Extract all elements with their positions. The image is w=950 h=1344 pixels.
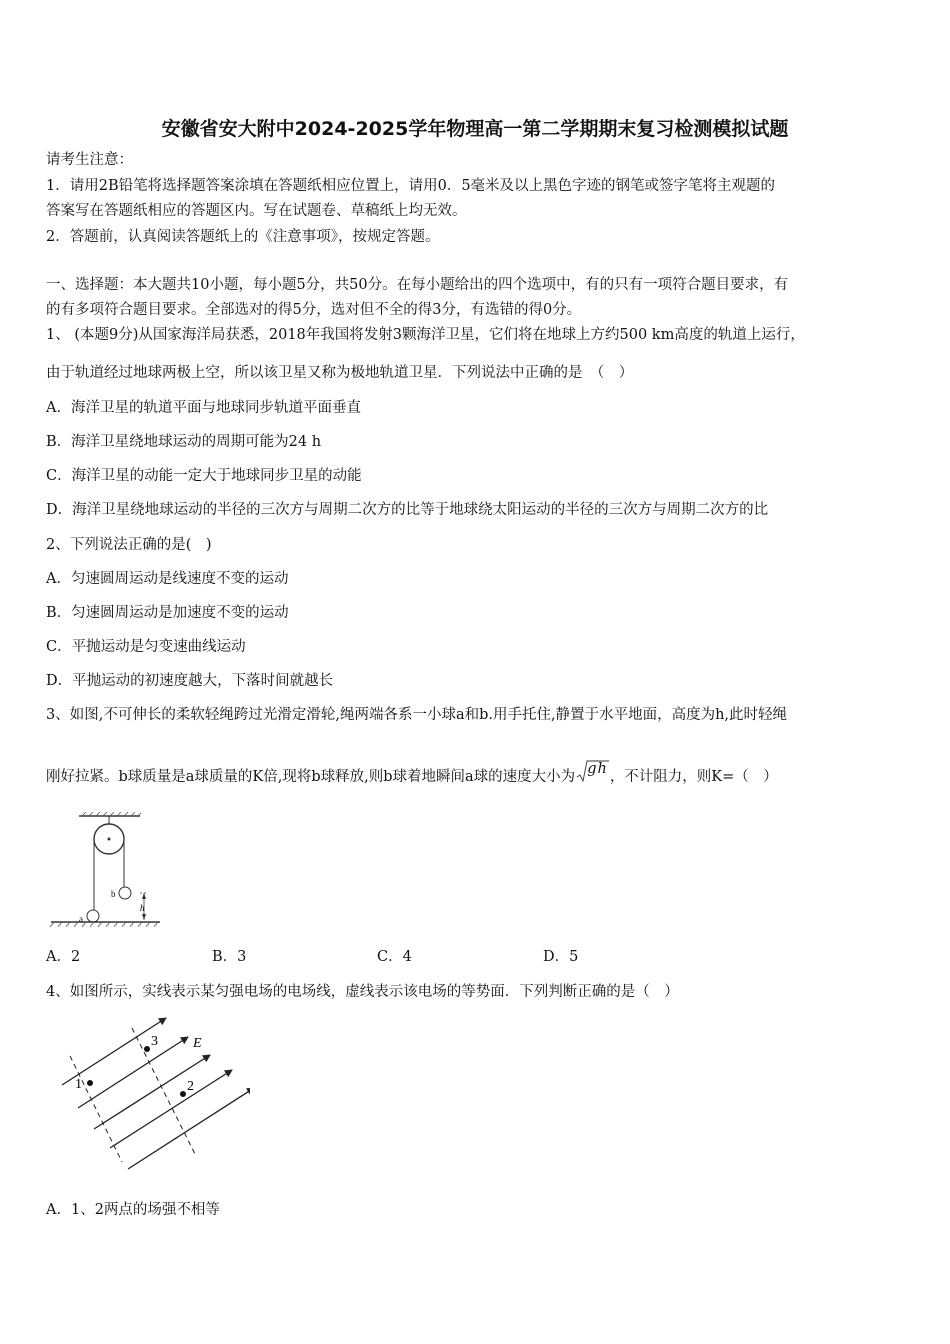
point-1 <box>87 1080 93 1086</box>
q2-option-a: A．匀速圆周运动是线速度不变的运动 <box>46 571 289 587</box>
field-line-4 <box>110 1070 232 1148</box>
notice-item-2: 2．答题前，认真阅读答题纸上的《注意事项》，按规定答题。 <box>46 229 440 245</box>
equipotential-line-1 <box>70 1056 122 1162</box>
sqrt-formula <box>577 761 608 787</box>
electric-field-diagram <box>50 1010 250 1170</box>
ball-b <box>119 887 131 899</box>
point-3 <box>144 1046 150 1052</box>
q1-stem-cont: 由于轨道经过地球两极上空，所以该卫星又称为极地轨道卫星．下列说法中正确的是 （ ） <box>46 365 634 381</box>
q3-stem-part1: 刚好拉紧。b球质量是a球质量的K倍,现将b球释放,则b球着地瞬间a球的速度大小为 <box>46 769 576 785</box>
section-instructions: 一、选择题：本大题共10小题，每小题5分，共50分。在每小题给出的四个选项中，有的只有一项符合题目要求，有 <box>46 277 789 293</box>
ball-a <box>87 910 99 922</box>
label-b: b <box>111 889 116 899</box>
q3-stem-cont <box>46 761 778 787</box>
sqrt-radicand: gh <box>587 761 608 777</box>
q3-stem-part2: ，不计阻力，则K=（ ） <box>609 769 778 785</box>
q3-option-a: A．2 <box>46 949 81 965</box>
label-a: a <box>79 914 83 924</box>
label-1: 1 <box>75 1077 82 1092</box>
section-instructions-cont: 的有多项符合题目要求。全部选对的得5分，选对但不全的得3分，有选错的得0分。 <box>46 302 582 318</box>
point-2 <box>180 1091 186 1097</box>
notice-heading: 请考生注意： <box>46 152 133 168</box>
pulley-diagram <box>48 812 168 932</box>
label-h: h <box>140 903 145 913</box>
q3-stem: 3、如图,不可伸长的柔软轻绳跨过光滑定滑轮,绳两端各系一小球a和b.用手托住,静置于水平地面，高度为h,此时轻绳 <box>46 707 788 723</box>
q2-option-d: D．平抛运动的初速度越大，下落时间就越长 <box>46 673 334 689</box>
field-line-5 <box>128 1088 250 1169</box>
q4-stem: 4、如图所示，实线表示某匀强电场的电场线，虚线表示该电场的等势面．下列判断正确的是（ ） <box>46 984 679 1000</box>
page-title: 安徽省安大附中2024-2025学年物理高一第二学期期末复习检测模拟试题 <box>161 118 789 140</box>
q1-option-c: C．海洋卫星的动能一定大于地球同步卫星的动能 <box>46 468 362 484</box>
q2-option-c: C．平抛运动是匀变速曲线运动 <box>46 639 246 655</box>
notice-item-1: 1．请用2B铅笔将选择题答案涂填在答题纸相应位置上，请用0．5毫米及以上黑色字迹的钢笔或签字笔将主观题的 <box>46 178 776 194</box>
q2-option-b: B．匀速圆周运动是加速度不变的运动 <box>46 605 289 621</box>
q1-option-b: B．海洋卫星绕地球运动的周期可能为24 h <box>46 434 322 450</box>
label-3: 3 <box>151 1034 158 1049</box>
notice-item-1-cont: 答案写在答题纸相应的答题区内。写在试题卷、草稿纸上均无效。 <box>46 203 467 219</box>
field-line-2 <box>78 1037 188 1108</box>
q2-stem: 2、下列说法正确的是( ) <box>46 537 212 553</box>
q3-option-d: D．5 <box>543 949 579 965</box>
field-line-1 <box>62 1018 166 1085</box>
label-2: 2 <box>187 1079 194 1094</box>
q1-stem: 1、 (本题9分)从国家海洋局获悉，2018年我国将发射3颗海洋卫星，它们将在地球上方约500 km高度的轨道上运行， <box>46 327 805 343</box>
q1-option-d: D．海洋卫星绕地球运动的半径的三次方与周期二次方的比等于地球绕太阳运动的半径的三次方与周期二次方的比 <box>46 502 769 518</box>
q4-option-a: A．1、2两点的场强不相等 <box>46 1202 220 1218</box>
q3-option-c: C．4 <box>377 949 412 965</box>
q3-option-b: B．3 <box>212 949 247 965</box>
label-e: E <box>193 1036 202 1051</box>
q1-option-a: A．海洋卫星的轨道平面与地球同步轨道平面垂直 <box>46 400 361 416</box>
